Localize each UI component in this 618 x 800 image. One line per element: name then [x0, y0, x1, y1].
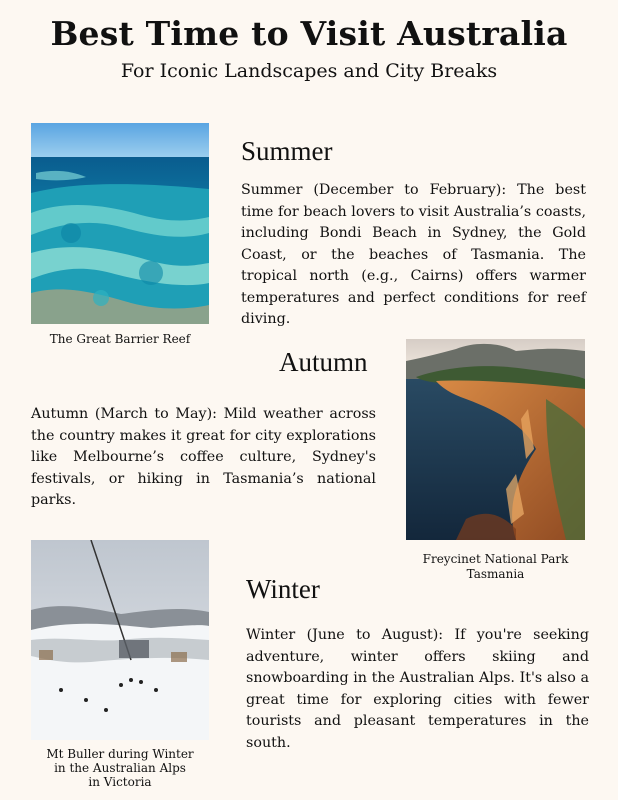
freycinet-caption-1: Freycinet National Park	[422, 552, 569, 566]
winter-text: Winter (June to August): If you're seeking adventure, winter offers skiing and snowboarding in the Australian Alps. It's also a great time for exploring cities with fewer tourists and pleasant temperatures in the south.	[246, 627, 589, 751]
page-subtitle: For Iconic Landscapes and City Breaks	[120, 60, 498, 82]
mt-buller-photo	[31, 540, 209, 740]
summer-text: Summer (December to February): The best time for beach lovers to visit Australia’s coasts, including Bondi Beach in Sydney, the Gold Coast, or the beaches of Tasmania. The tropical north (e.g., Cairns) offers warmer temperatures and perfect conditions for reef diving.	[241, 182, 586, 327]
freycinet-caption-2: Tasmania	[466, 567, 525, 581]
reef-caption: The Great Barrier Reef	[49, 332, 191, 346]
mt-buller-caption-1: Mt Buller during Winter	[46, 747, 194, 761]
winter-heading: Winter	[246, 574, 320, 604]
mt-buller-caption-2: in the Australian Alps	[54, 761, 186, 775]
page-title: Best Time to Visit Australia	[50, 14, 568, 53]
autumn-text: Autumn (March to May): Mild weather across the country makes it great for city explorations like Melbourne’s coffee culture, Sydney's festivals, or hiking in Tasmania’s national parks.	[31, 406, 376, 508]
mt-buller-caption-3: in Victoria	[88, 775, 152, 789]
reef-photo	[31, 123, 209, 324]
freycinet-photo	[406, 339, 585, 540]
autumn-heading: Autumn	[279, 347, 368, 377]
summer-heading: Summer	[241, 136, 333, 166]
